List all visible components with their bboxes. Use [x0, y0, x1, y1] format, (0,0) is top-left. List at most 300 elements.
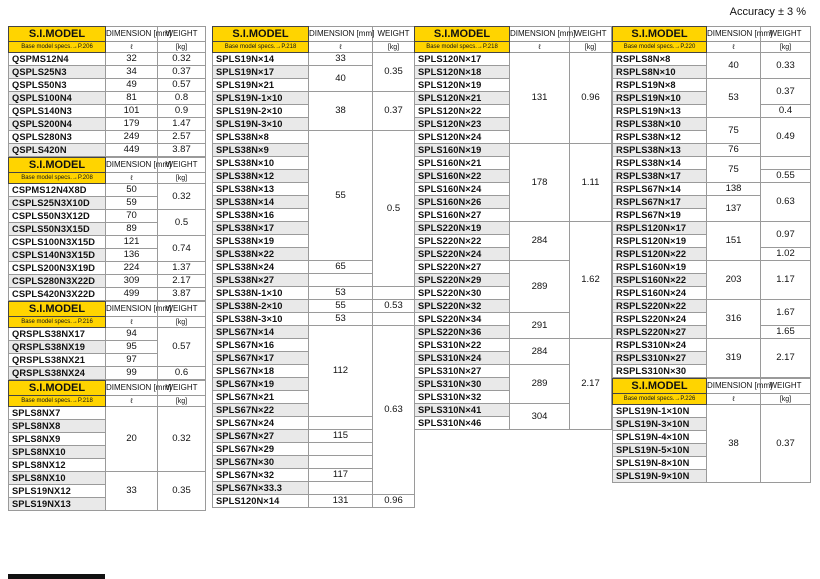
model-number: SPLS120N×14 [213, 495, 309, 508]
weight-value: 0.57 [158, 79, 206, 92]
weight-value: 2.17 [570, 339, 612, 430]
model-number: SPLS67N×19 [213, 378, 309, 391]
model-number: CSPLS100N3X15D [9, 236, 106, 249]
weight-value: 0.33 [761, 53, 811, 79]
weight-header: WEIGHT [158, 381, 206, 396]
model-number: SPLS67N×30 [213, 456, 309, 469]
dimension-value: 203 [707, 261, 761, 300]
dimension-value: 55 [309, 300, 373, 313]
model-number: RSPLS120N×17 [613, 222, 707, 235]
dimension-unit: ℓ [707, 394, 761, 405]
dimension-value: 38 [309, 92, 373, 131]
weight-value: 0.97 [761, 222, 811, 248]
dimension-value: 99 [106, 367, 158, 380]
table-row [613, 157, 811, 170]
dimension-value: 81 [106, 92, 158, 105]
model-number: SPLS310N×24 [415, 352, 510, 365]
model-number: SPLS120N×24 [415, 131, 510, 144]
model-number: RSPLS19N×13 [613, 105, 707, 118]
table-row [613, 222, 811, 235]
model-number: SPLS8NX10 [9, 472, 106, 485]
model-number: SPLS67N×29 [213, 443, 309, 456]
dimension-value: 309 [106, 275, 158, 288]
weight-value: 0.37 [761, 405, 811, 483]
dimension-header: DIMENSION [mm] [106, 381, 158, 396]
model-number: SPLS19N-5×10N [613, 444, 707, 457]
dimension-value: 70 [106, 210, 158, 223]
model-number: SPLS310N×32 [415, 391, 510, 404]
table-row [9, 367, 206, 380]
table-row [213, 287, 415, 300]
model-number: SPLS67N×22 [213, 404, 309, 417]
model-number: SPLS38N×14 [213, 196, 309, 209]
model-number: SPLS67N×14 [213, 326, 309, 339]
dimension-value: 34 [106, 66, 158, 79]
spec-table [8, 157, 206, 301]
model-number: RSPLS220N×22 [613, 300, 707, 313]
column-3 [414, 26, 612, 430]
dimension-value: 319 [707, 339, 761, 378]
dimension-value: 75 [707, 157, 761, 183]
model-number: QRSPLS38NX24 [9, 367, 106, 380]
dimension-value: 284 [510, 222, 570, 261]
dimension-header: DIMENSION [mm] [707, 27, 761, 42]
weight-header: WEIGHT [761, 27, 811, 42]
spec-table [414, 26, 612, 430]
column-2 [212, 26, 415, 508]
model-number: RSPLS220N×27 [613, 326, 707, 339]
dimension-unit: ℓ [106, 173, 158, 184]
weight-value: 0.8 [158, 92, 206, 105]
model-number: SPLS19N-8×10N [613, 457, 707, 470]
table-row [9, 144, 206, 157]
dimension-value: 75 [707, 118, 761, 144]
dimension-value: 138 [707, 183, 761, 196]
spec-table [612, 378, 811, 483]
model-number: RSPLS19N×10 [613, 92, 707, 105]
dimension-unit: ℓ [106, 396, 158, 407]
table-row [9, 66, 206, 79]
model-number: SPLS67N×17 [213, 352, 309, 365]
dimension-header: DIMENSION [mm] [309, 27, 373, 42]
dimension-value: 89 [106, 223, 158, 236]
weight-unit: [kg] [158, 317, 206, 328]
dimension-value: 95 [106, 341, 158, 354]
dimension-header: DIMENSION [mm] [510, 27, 570, 42]
weight-value: 0.32 [158, 407, 206, 472]
weight-unit: [kg] [373, 42, 415, 53]
model-number: SPLS8NX7 [9, 407, 106, 420]
dimension-header: DIMENSION [mm] [106, 158, 158, 173]
table-row [213, 53, 415, 66]
model-number: SPLS220N×22 [415, 235, 510, 248]
model-number: SPLS8NX10 [9, 446, 106, 459]
table-row [9, 236, 206, 249]
dimension-value: 117 [309, 469, 373, 482]
model-number: SPLS38N×12 [213, 170, 309, 183]
model-number: SPLS67N×16 [213, 339, 309, 352]
column-4 [612, 26, 811, 483]
table-row [613, 53, 811, 66]
dimension-value: 121 [106, 236, 158, 249]
weight-unit: [kg] [158, 396, 206, 407]
base-spec-ref: Base model specs.→P.208 [9, 173, 106, 184]
model-number: RSPLS38N×10 [613, 118, 707, 131]
dimension-value: 65 [309, 261, 373, 274]
column-1 [8, 26, 206, 511]
table-row [9, 118, 206, 131]
weight-value: 1.47 [158, 118, 206, 131]
model-header: S.I.MODEL [415, 27, 510, 42]
weight-value: 0.35 [158, 472, 206, 511]
dimension-header: DIMENSION [mm] [106, 302, 158, 317]
weight-value: 1.02 [761, 248, 811, 261]
model-number: RSPLS120N×22 [613, 248, 707, 261]
table-row [9, 105, 206, 118]
weight-value: 1.17 [761, 261, 811, 300]
weight-value: 0.5 [158, 210, 206, 236]
dimension-value: 33 [106, 472, 158, 511]
weight-value: 0.96 [570, 53, 612, 144]
dimension-value: 94 [106, 328, 158, 341]
model-number: SPLS19N-2×10 [213, 105, 309, 118]
model-number: QSPLS100N4 [9, 92, 106, 105]
weight-value: 0.55 [761, 170, 811, 183]
model-number: CSPLS50N3X12D [9, 210, 106, 223]
weight-value: 2.17 [158, 275, 206, 288]
model-number: SPLS38N-1×10 [213, 287, 309, 300]
table-row [9, 131, 206, 144]
model-number: RSPLS38N×12 [613, 131, 707, 144]
model-number: SPLS38N×19 [213, 235, 309, 248]
model-number: QRSPLS38NX21 [9, 354, 106, 367]
dimension-value: 131 [309, 495, 373, 508]
model-number: SPLS38N×9 [213, 144, 309, 157]
model-number: QSPLS50N3 [9, 79, 106, 92]
model-number: SPLS220N×34 [415, 313, 510, 326]
model-number: SPLS67N×18 [213, 365, 309, 378]
model-number: RSPLS67N×19 [613, 209, 707, 222]
model-number: SPLS8NX8 [9, 420, 106, 433]
model-number: CSPMS12N4X8D [9, 184, 106, 197]
table-row [613, 261, 811, 274]
table-row [415, 222, 612, 235]
dimension-value: 289 [510, 365, 570, 404]
model-number: SPLS8NX12 [9, 459, 106, 472]
weight-value: 1.37 [158, 262, 206, 275]
weight-value: 0.32 [158, 53, 206, 66]
model-number: SPLS19N-3×10 [213, 118, 309, 131]
model-number: SPLS220N×36 [415, 326, 510, 339]
dimension-value: 249 [106, 131, 158, 144]
model-number: SPLS19N-9×10N [613, 470, 707, 483]
table-row [9, 472, 206, 485]
model-number: SPLS19N-1×10N [613, 405, 707, 418]
dimension-value: 33 [309, 53, 373, 66]
model-number: QSPLS25N3 [9, 66, 106, 79]
dimension-value: 76 [707, 144, 761, 157]
model-number: RSPLS8N×10 [613, 66, 707, 79]
model-number: RSPLS19N×8 [613, 79, 707, 92]
dimension-value [309, 417, 373, 430]
table-row [9, 92, 206, 105]
weight-header: WEIGHT [570, 27, 612, 42]
model-number: RSPLS220N×24 [613, 313, 707, 326]
dimension-value [309, 456, 373, 469]
table-row [613, 118, 811, 131]
model-number: SPLS160N×21 [415, 157, 510, 170]
model-number: SPLS38N×27 [213, 274, 309, 287]
model-number: RSPLS38N×13 [613, 144, 707, 157]
weight-value: 0.96 [373, 495, 415, 508]
weight-value [373, 287, 415, 300]
table-row [415, 339, 612, 352]
model-number: SPLS160N×27 [415, 209, 510, 222]
table-row [9, 53, 206, 66]
dimension-value: 40 [707, 53, 761, 79]
model-number: CSPLS200N3X19D [9, 262, 106, 275]
model-number: SPLS38N×24 [213, 261, 309, 274]
model-number: QSPLS200N4 [9, 118, 106, 131]
weight-value: 0.63 [761, 183, 811, 222]
table-row [9, 184, 206, 197]
table-row [415, 144, 612, 157]
model-number: QSPLS280N3 [9, 131, 106, 144]
weight-value: 0.49 [761, 118, 811, 157]
weight-value: 2.57 [158, 131, 206, 144]
model-number: SPLS220N×30 [415, 287, 510, 300]
dimension-header: DIMENSION [mm] [707, 379, 761, 394]
model-number: RSPLS67N×14 [613, 183, 707, 196]
table-row [9, 288, 206, 301]
model-number: RSPLS160N×19 [613, 261, 707, 274]
model-number: RSPLS160N×24 [613, 287, 707, 300]
model-number: SPLS38N×8 [213, 131, 309, 144]
model-number: SPLS19N×21 [213, 79, 309, 92]
weight-value: 0.37 [158, 66, 206, 79]
table-row [9, 328, 206, 341]
model-number: SPLS120N×17 [415, 53, 510, 66]
table-row [9, 407, 206, 420]
model-number: RSPLS8N×8 [613, 53, 707, 66]
model-number: RSPLS38N×14 [613, 157, 707, 170]
dimension-value: 224 [106, 262, 158, 275]
base-spec-ref: Base model specs.→P.218 [9, 396, 106, 407]
dimension-value: 178 [510, 144, 570, 222]
weight-value: 1.62 [570, 222, 612, 339]
table-row [213, 131, 415, 144]
dimension-value: 499 [106, 288, 158, 301]
table-row [9, 262, 206, 275]
model-number: QSPMS12N4 [9, 53, 106, 66]
table-row [613, 405, 811, 418]
model-number: SPLS220N×24 [415, 248, 510, 261]
dimension-value: 284 [510, 339, 570, 365]
model-number: SPLS38N×13 [213, 183, 309, 196]
model-number: SPLS19N-1×10 [213, 92, 309, 105]
dimension-value: 115 [309, 430, 373, 443]
weight-value [761, 157, 811, 170]
model-number: CSPLS25N3X10D [9, 197, 106, 210]
model-number: QRSPLS38NX17 [9, 328, 106, 341]
weight-header: WEIGHT [761, 379, 811, 394]
model-number: SPLS160N×26 [415, 196, 510, 209]
dimension-value: 53 [309, 287, 373, 300]
model-number: SPLS67N×24 [213, 417, 309, 430]
table-row [9, 275, 206, 288]
model-number: SPLS19NX13 [9, 498, 106, 511]
base-spec-ref: Base model specs.→P.216 [9, 317, 106, 328]
table-row [213, 495, 415, 508]
weight-header: WEIGHT [158, 302, 206, 317]
weight-value: 0.5 [373, 131, 415, 287]
model-number: SPLS310N×41 [415, 404, 510, 417]
model-header: S.I.MODEL [213, 27, 309, 42]
dimension-value: 291 [510, 313, 570, 339]
dimension-value: 50 [106, 184, 158, 197]
model-number: SPLS160N×22 [415, 170, 510, 183]
dimension-value [309, 443, 373, 456]
model-number: RSPLS120N×19 [613, 235, 707, 248]
model-number: SPLS310N×30 [415, 378, 510, 391]
table-row [613, 183, 811, 196]
model-number: SPLS310N×22 [415, 339, 510, 352]
model-number: SPLS67N×33.3 [213, 482, 309, 495]
model-number: CSPLS50N3X15D [9, 223, 106, 236]
model-number: SPLS38N-3×10 [213, 313, 309, 326]
dimension-value: 38 [707, 405, 761, 483]
dimension-value: 49 [106, 79, 158, 92]
dimension-value: 53 [707, 79, 761, 118]
table-row [213, 300, 415, 313]
weight-value: 2.17 [761, 339, 811, 378]
model-number: QRSPLS38NX19 [9, 341, 106, 354]
table-row [9, 79, 206, 92]
model-number: SPLS67N×32 [213, 469, 309, 482]
dimension-value: 151 [707, 222, 761, 261]
model-number: SPLS120N×21 [415, 92, 510, 105]
dimension-value: 59 [106, 197, 158, 210]
weight-unit: [kg] [570, 42, 612, 53]
model-number: RSPLS310N×30 [613, 365, 707, 378]
dimension-value [309, 274, 373, 287]
table-row [415, 53, 612, 66]
model-number: SPLS120N×23 [415, 118, 510, 131]
weight-header: WEIGHT [158, 158, 206, 173]
model-header: S.I.MODEL [9, 27, 106, 42]
dimension-value: 55 [309, 131, 373, 261]
dimension-unit: ℓ [106, 42, 158, 53]
model-number: SPLS310N×27 [415, 365, 510, 378]
dimension-value: 304 [510, 404, 570, 430]
model-number: RSPLS160N×22 [613, 274, 707, 287]
weight-header: WEIGHT [158, 27, 206, 42]
bottom-bar [8, 574, 105, 579]
spec-table [8, 26, 206, 157]
table-row [613, 339, 811, 352]
weight-header: WEIGHT [373, 27, 415, 42]
model-header: S.I.MODEL [9, 302, 106, 317]
model-number: SPLS220N×29 [415, 274, 510, 287]
dimension-value: 316 [707, 300, 761, 339]
dimension-value: 131 [510, 53, 570, 144]
weight-value: 1.11 [570, 144, 612, 222]
model-number: SPLS67N×21 [213, 391, 309, 404]
base-spec-ref: Base model specs.→P.218 [415, 42, 510, 53]
model-header: S.I.MODEL [613, 27, 707, 42]
table-row [9, 210, 206, 223]
model-number: RSPLS38N×17 [613, 170, 707, 183]
table-row [213, 313, 415, 326]
weight-unit: [kg] [158, 173, 206, 184]
model-number: SPLS19N-3×10N [613, 418, 707, 431]
dimension-value: 32 [106, 53, 158, 66]
model-number: RSPLS67N×17 [613, 196, 707, 209]
model-number: QSPLS140N3 [9, 105, 106, 118]
dimension-value: 136 [106, 249, 158, 262]
weight-value: 0.9 [158, 105, 206, 118]
dimension-value: 40 [309, 66, 373, 92]
dimension-value: 112 [309, 326, 373, 417]
weight-value: 0.32 [158, 184, 206, 210]
table-row [613, 300, 811, 313]
weight-value: 0.35 [373, 53, 415, 92]
weight-unit: [kg] [761, 42, 811, 53]
weight-value: 0.37 [761, 79, 811, 105]
base-spec-ref: Base model specs.→P.206 [9, 42, 106, 53]
dimension-value: 97 [106, 354, 158, 367]
spec-table [612, 26, 811, 378]
model-number: SPLS19NX12 [9, 485, 106, 498]
weight-value: 0.57 [158, 328, 206, 367]
model-number: SPLS19N×14 [213, 53, 309, 66]
base-spec-ref: Base model specs.→P.226 [613, 394, 707, 405]
base-spec-ref: Base model specs.→P.218 [213, 42, 309, 53]
dimension-unit: ℓ [309, 42, 373, 53]
spec-table [212, 26, 415, 508]
model-number: SPLS38N×10 [213, 157, 309, 170]
dimension-value: 20 [106, 407, 158, 472]
weight-unit: [kg] [761, 394, 811, 405]
table-row [213, 92, 415, 105]
weight-value: 1.65 [761, 326, 811, 339]
model-number: QSPLS420N [9, 144, 106, 157]
weight-value: 0.37 [373, 92, 415, 131]
table-row [213, 326, 415, 339]
model-number: SPLS160N×24 [415, 183, 510, 196]
model-number: SPLS19N-4×10N [613, 431, 707, 444]
model-number: SPLS67N×27 [213, 430, 309, 443]
dimension-value: 449 [106, 144, 158, 157]
model-number: SPLS310N×46 [415, 417, 510, 430]
model-number: SPLS38N×22 [213, 248, 309, 261]
table-row [613, 79, 811, 92]
dimension-value: 289 [510, 261, 570, 313]
model-number: SPLS220N×27 [415, 261, 510, 274]
model-number: CSPLS140N3X15D [9, 249, 106, 262]
dimension-unit: ℓ [106, 317, 158, 328]
accuracy-note: Accuracy ± 3 % [729, 6, 806, 18]
model-header: S.I.MODEL [9, 381, 106, 396]
weight-value: 3.87 [158, 288, 206, 301]
weight-value [373, 313, 415, 326]
model-number: SPLS8NX9 [9, 433, 106, 446]
spec-table [8, 380, 206, 511]
model-number: RSPLS310N×24 [613, 339, 707, 352]
model-number: CSPLS280N3X22D [9, 275, 106, 288]
dimension-unit: ℓ [510, 42, 570, 53]
weight-value: 3.87 [158, 144, 206, 157]
